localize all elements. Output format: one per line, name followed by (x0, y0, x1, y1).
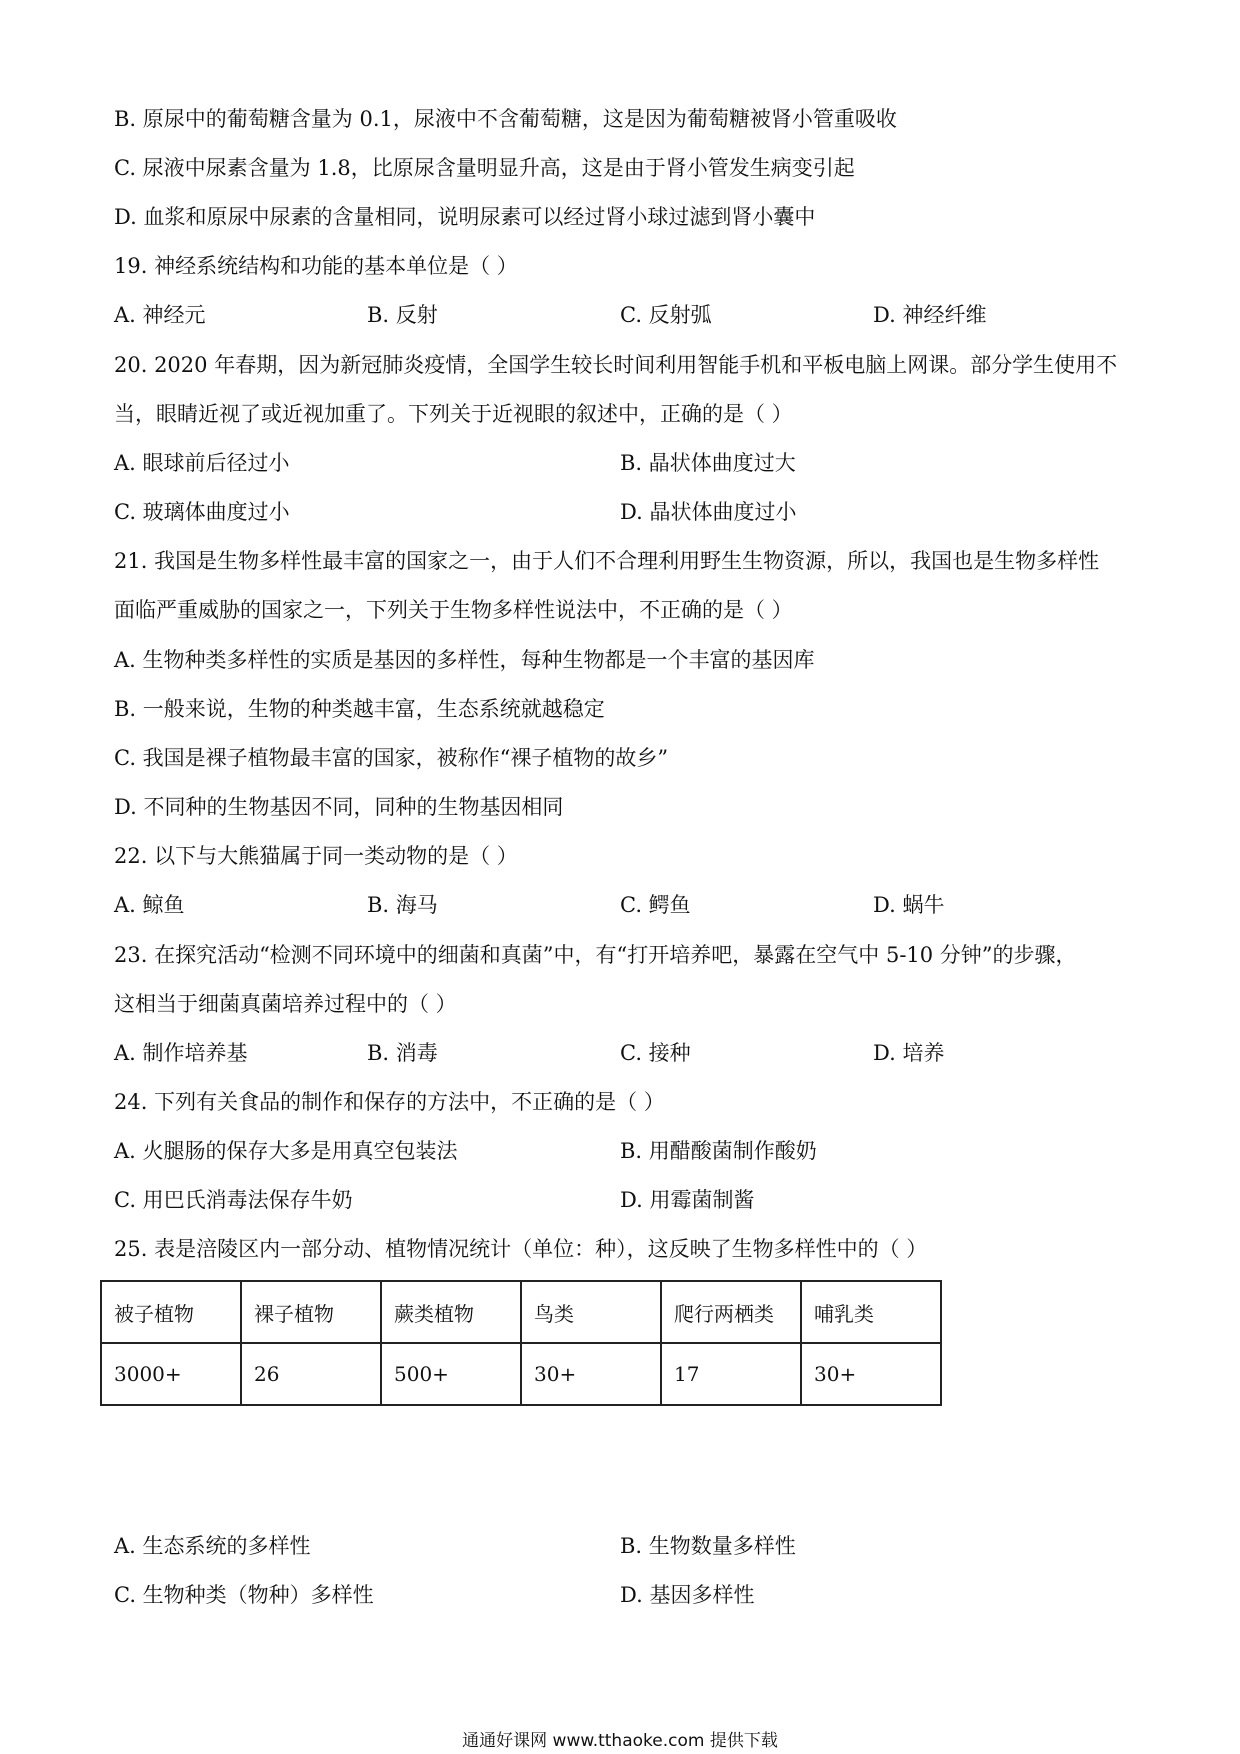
q18-option-b: B. 原尿中的葡萄糖含量为 0.1，尿液中不含葡萄糖，这是因为葡萄糖被肾小管重吸收 (114, 107, 897, 131)
table-cell: 3000+ (101, 1343, 241, 1405)
q19-option-a: A. 神经元 (114, 303, 206, 327)
q21-option-a: A. 生物种类多样性的实质是基因的多样性，每种生物都是一个丰富的基因库 (114, 648, 815, 672)
q23-option-b: B. 消毒 (367, 1041, 438, 1065)
table-header-cell: 鸟类 (521, 1281, 661, 1343)
page-footer: 通通好课网 www.tthaoke.com 提供下载 (462, 1731, 778, 1751)
table-header-cell: 被子植物 (101, 1281, 241, 1343)
table-header-cell: 裸子植物 (241, 1281, 381, 1343)
q23-stem-line1: 23. 在探究活动“检测不同环境中的细菌和真菌”中，有“打开培养吧，暴露在空气中 5-10 分钟”的步骤， (114, 943, 1077, 967)
q19-option-b: B. 反射 (367, 303, 438, 327)
q21-stem-line2: 面临严重威胁的国家之一，下列关于生物多样性说法中，不正确的是（ ） (114, 598, 793, 622)
q22-stem: 22. 以下与大熊猫属于同一类动物的是（ ） (114, 844, 518, 868)
q19-stem: 19. 神经系统结构和功能的基本单位是（ ） (114, 254, 518, 278)
table-cell: 30+ (801, 1343, 941, 1405)
q20-option-a: A. 眼球前后径过小 (114, 451, 290, 475)
q24-option-c: C. 用巴氏消毒法保存牛奶 (114, 1188, 353, 1212)
table-row (101, 1343, 941, 1405)
q24-stem: 24. 下列有关食品的制作和保存的方法中，不正确的是（ ） (114, 1090, 665, 1114)
q20-option-d: D. 晶状体曲度过小 (620, 500, 797, 524)
q22-option-b: B. 海马 (367, 893, 438, 917)
q21-option-c: C. 我国是裸子植物最丰富的国家，被称作“裸子植物的故乡” (114, 746, 669, 770)
table-header-row (101, 1281, 941, 1343)
table-cell: 500+ (381, 1343, 521, 1405)
q23-stem-line2: 这相当于细菌真菌培养过程中的（ ） (114, 992, 457, 1016)
q18-option-d: D. 血浆和原尿中尿素的含量相同，说明尿素可以经过肾小球过滤到肾小囊中 (114, 205, 816, 229)
q20-stem-line1: 20. 2020 年春期，因为新冠肺炎疫情，全国学生较长时间利用智能手机和平板电脑上网课。部分学生使用不 (114, 353, 1118, 377)
q25-option-a: A. 生态系统的多样性 (114, 1534, 311, 1558)
q19-option-c: C. 反射弧 (620, 303, 712, 327)
q22-option-a: A. 鲸鱼 (114, 893, 185, 917)
q21-stem-line1: 21. 我国是生物多样性最丰富的国家之一，由于人们不合理利用野生生物资源，所以，我国也是生物多样性 (114, 549, 1100, 573)
table-header-cell: 哺乳类 (801, 1281, 941, 1343)
table-cell: 30+ (521, 1343, 661, 1405)
q24-option-a: A. 火腿肠的保存大多是用真空包装法 (114, 1139, 458, 1163)
q20-stem-line2: 当，眼睛近视了或近视加重了。下列关于近视眼的叙述中，正确的是（ ） (114, 402, 793, 426)
q21-option-d: D. 不同种的生物基因不同，同种的生物基因相同 (114, 795, 564, 819)
q20-option-c: C. 玻璃体曲度过小 (114, 500, 290, 524)
table-header-cell: 蕨类植物 (381, 1281, 521, 1343)
table-cell: 17 (661, 1343, 801, 1405)
species-count-table (100, 1280, 942, 1406)
q22-option-d: D. 蜗牛 (873, 893, 945, 917)
q24-option-d: D. 用霉菌制酱 (620, 1188, 755, 1212)
table-header-cell: 爬行两栖类 (661, 1281, 801, 1343)
q20-option-b: B. 晶状体曲度过大 (620, 451, 796, 475)
q18-option-c: C. 尿液中尿素含量为 1.8，比原尿含量明显升高，这是由于肾小管发生病变引起 (114, 156, 855, 180)
q19-option-d: D. 神经纤维 (873, 303, 987, 327)
q23-option-c: C. 接种 (620, 1041, 691, 1065)
q24-option-b: B. 用醋酸菌制作酸奶 (620, 1139, 817, 1163)
q25-stem: 25. 表是涪陵区内一部分动、植物情况统计（单位：种），这反映了生物多样性中的（ ） (114, 1237, 928, 1261)
q25-option-d: D. 基因多样性 (620, 1583, 755, 1607)
q25-option-c: C. 生物种类（物种）多样性 (114, 1583, 374, 1607)
q23-option-d: D. 培养 (873, 1041, 945, 1065)
q21-option-b: B. 一般来说，生物的种类越丰富，生态系统就越稳定 (114, 697, 605, 721)
table-cell: 26 (241, 1343, 381, 1405)
q23-option-a: A. 制作培养基 (114, 1041, 248, 1065)
q22-option-c: C. 鳄鱼 (620, 893, 691, 917)
q25-option-b: B. 生物数量多样性 (620, 1534, 796, 1558)
